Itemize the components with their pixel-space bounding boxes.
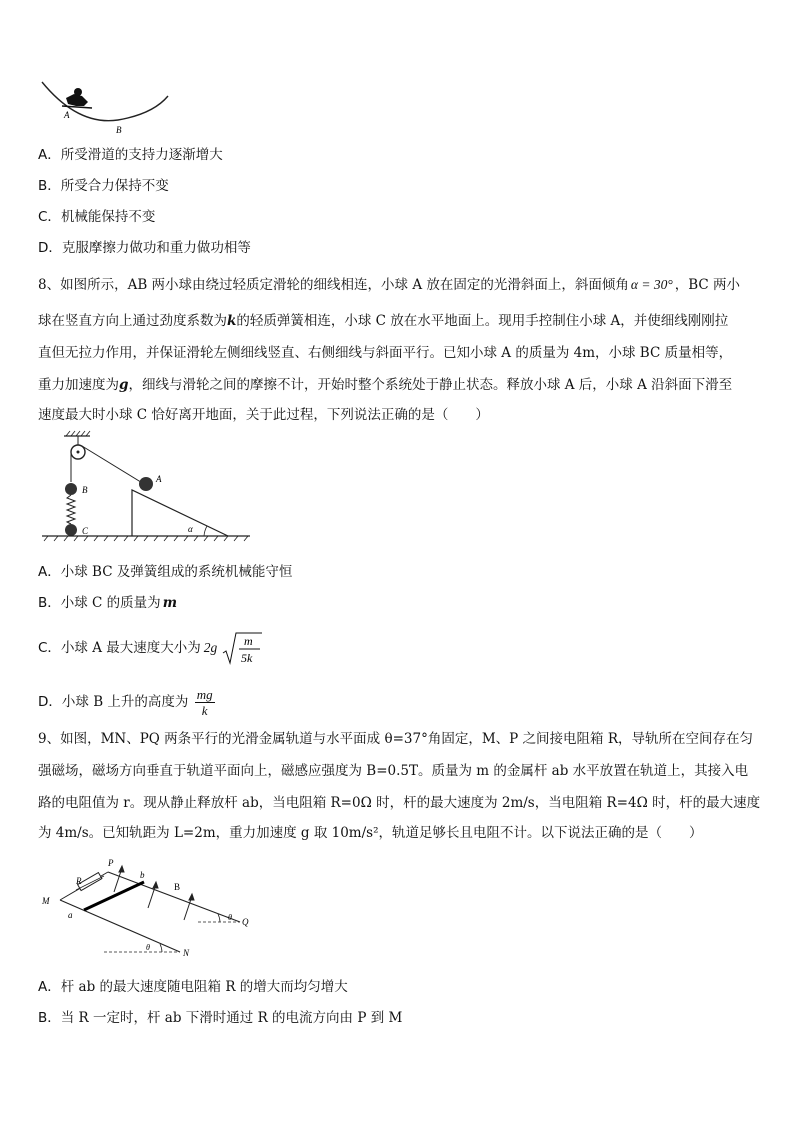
q7-label-a: A	[64, 110, 70, 120]
q8-option-c: C．小球 A 最大速度大小为 2g m 5k	[38, 630, 262, 667]
q8-option-d: D．小球 B 上升的高度为 $\frac{mg}{k}$	[38, 687, 213, 718]
q9-label-field: B	[174, 882, 181, 892]
q9-label-theta1: θ	[228, 913, 232, 922]
q8-angle: α = 30°	[630, 277, 673, 292]
q8-label-b: B	[82, 485, 88, 495]
incline	[132, 490, 228, 536]
q7-option-a: A．所受滑道的支持力逐渐增大	[38, 147, 223, 163]
sqrt-expression	[222, 630, 262, 667]
q8-option-a: A．小球 BC 及弹簧组成的系统机械能守恒	[38, 564, 293, 580]
q8-stem-line2: 球在竖直方向上通过劲度系数为k的轻质弹簧相连，小球 C 放在水平地面上。现用手控制住小球 A，并使细线刚刚拉	[38, 313, 729, 329]
q8-label-alpha: α	[188, 524, 193, 534]
fraction-mg-k: $\frac{mg}{k}$	[196, 687, 213, 718]
ball-b	[65, 483, 77, 495]
q9-rail-figure	[38, 852, 268, 962]
q9-label-m: M	[42, 896, 50, 906]
q9-label-p: P	[108, 858, 114, 868]
curved-track	[42, 82, 168, 121]
q9-label-n: N	[183, 948, 190, 958]
q9-label-r: R	[76, 876, 82, 886]
rod-ab	[84, 882, 144, 910]
q7-option-c: C．机械能保持不变	[38, 209, 156, 225]
q9-label-theta2: θ	[146, 943, 150, 952]
rail-mn	[60, 900, 180, 952]
ball-a	[139, 477, 153, 491]
svg-text:5k: 5k	[240, 650, 252, 665]
q9-stem-line1: 9、如图，MN、PQ 两条平行的光滑金属轨道与水平面成 θ=37°角固定，M、P 之间接电阻箱 R，导轨所在空间存在匀	[38, 731, 753, 747]
q9-stem-line4: 为 4m/s。已知轨距为 L=2m，重力加速度 g 取 10m/s²，轨道足够长且电阻不计。以下说法正确的是（ ）	[38, 825, 703, 841]
q7-option-b: B．所受合力保持不变	[38, 178, 169, 194]
ball-c	[65, 524, 77, 536]
q9-stem-line3: 路的电阻值为 r。现从静止释放杆 ab，当电阻箱 R=0Ω 时，杆的最大速度为 2m/s，当电阻箱 R=4Ω 时，杆的最大速度	[38, 795, 761, 811]
q8-label-c: C	[82, 526, 89, 536]
q8-stem-line4: 重力加速度为g，细线与滑轮之间的摩擦不计，开始时整个系统处于静止状态。释放小球 A 后，小球 A 沿斜面下滑至	[38, 377, 733, 393]
q8-stem-line1: 8、如图所示，AB 两小球由绕过轻质定滑轮的细线相连，小球 A 放在固定的光滑斜面上，斜面倾角 α = 30° ，BC 两小	[38, 277, 741, 293]
q9-label-q: Q	[242, 917, 249, 927]
q8-stem-line5: 速度最大时小球 C 恰好离开地面，关于此过程，下列说法正确的是（ ）	[38, 407, 489, 423]
q7-option-d: D．克服摩擦力做功和重力做功相等	[38, 240, 251, 256]
svg-text:m: m	[243, 633, 253, 648]
q9-option-b: B．当 R 一定时，杆 ab 下滑时通过 R 的电流方向由 P 到 M	[38, 1010, 403, 1026]
q9-label-a: a	[68, 910, 73, 920]
q8-stem-line3: 直但无拉力作用，并保证滑轮左侧细线竖直、右侧细线与斜面平行。已知小球 A 的质量为 4m，小球 BC 质量相等，	[38, 345, 733, 361]
q8-pulley-figure	[38, 430, 268, 545]
q7-track-figure	[38, 76, 178, 138]
spring	[67, 495, 75, 524]
q9-stem-line2: 强磁场，磁场方向垂直于轨道平面向上，磁感应强度为 B=0.5T。质量为 m 的金属杆 ab 水平放置在轨道上，其接入电	[38, 763, 749, 779]
q7-label-b: B	[116, 125, 122, 135]
q9-label-b-end: b	[140, 870, 145, 880]
q8-label-a: A	[156, 474, 162, 484]
rail-pq	[108, 872, 240, 922]
q8-option-b: B．小球 C 的质量为 m	[38, 595, 177, 611]
q9-option-a: A．杆 ab 的最大速度随电阻箱 R 的增大而均匀增大	[38, 979, 348, 995]
